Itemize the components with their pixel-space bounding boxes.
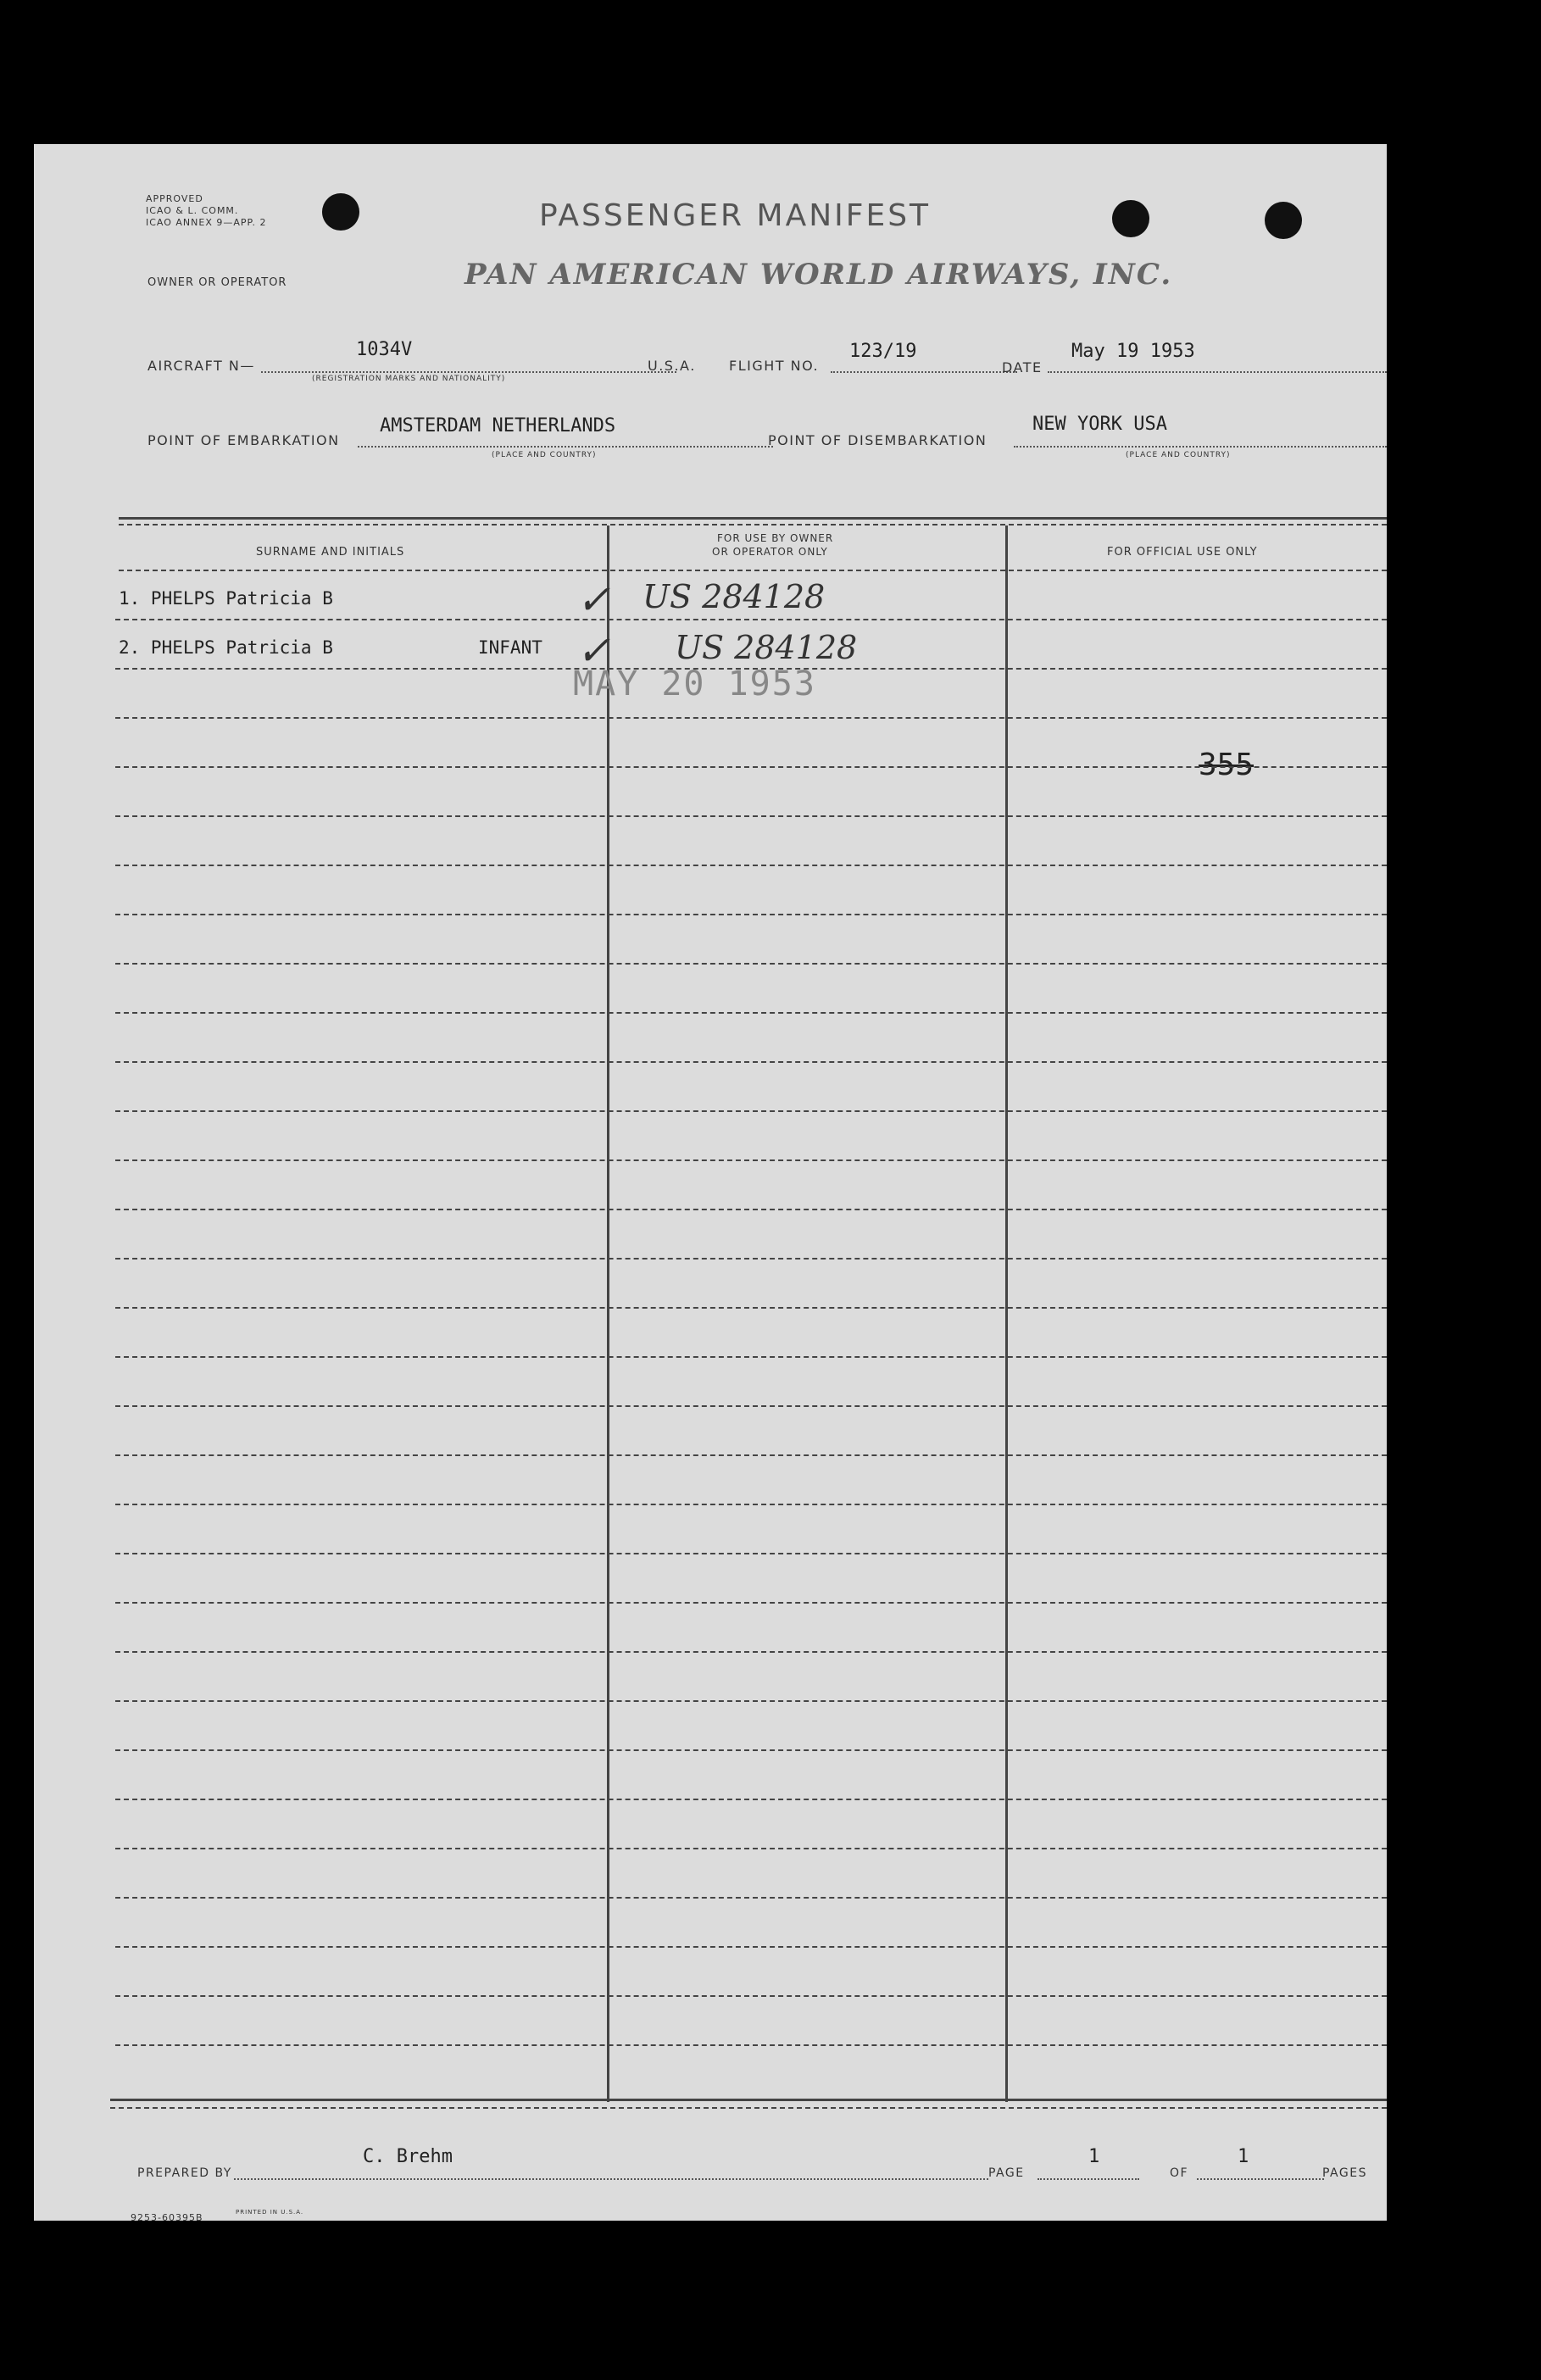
table-header-line [119, 570, 1387, 571]
row-rule [115, 1995, 1387, 1997]
form-number: 9253-60395B [131, 2212, 203, 2223]
page-value: 1 [1088, 2146, 1100, 2167]
embark-value: AMSTERDAM NETHERLANDS [380, 415, 616, 437]
date-label: DATE [1002, 359, 1043, 375]
row-rule [115, 1946, 1387, 1948]
row-rule [115, 668, 1387, 670]
date-value: May 19 1953 [1071, 341, 1195, 362]
table-bottom-line-2 [110, 2107, 1387, 2109]
row-rule [115, 1504, 1387, 1505]
page-line [1038, 2178, 1139, 2180]
of-label: OF [1170, 2166, 1189, 2180]
row-rule [115, 1405, 1387, 1407]
disembark-sublabel: (PLACE AND COUNTRY) [1126, 451, 1231, 459]
flight-label: FLIGHT NO. [729, 358, 820, 374]
column-divider-1 [607, 525, 609, 2102]
embark-label: POINT OF EMBARKATION [147, 432, 340, 448]
aircraft-label: AIRCRAFT N— [147, 358, 255, 374]
disembark-label: POINT OF DISEMBARKATION [768, 432, 987, 448]
row-rule [115, 1307, 1387, 1309]
embark-line [358, 446, 773, 448]
aircraft-sublabel: (REGISTRATION MARKS AND NATIONALITY) [312, 375, 506, 383]
prepared-line [234, 2178, 988, 2180]
usa-label: U.S.A. [648, 358, 696, 374]
column-divider-2 [1005, 525, 1008, 2102]
prepared-label: PREPARED BY [137, 2166, 232, 2180]
row-rule [115, 766, 1387, 768]
of-value: 1 [1238, 2146, 1249, 2167]
row-rule [115, 1110, 1387, 1112]
date-stamp: MAY 20 1953 [573, 665, 816, 703]
row-rule [115, 1061, 1387, 1063]
row-rule [115, 1012, 1387, 1014]
punch-hole-corner [1265, 202, 1302, 239]
disembark-value: NEW YORK USA [1032, 414, 1167, 435]
owner-label: OWNER OR OPERATOR [147, 276, 287, 289]
approval-text-3: ICAO ANNEX 9—APP. 2 [146, 217, 267, 228]
date-line [1048, 371, 1387, 373]
passenger-2-passport: US 284128 [675, 629, 858, 666]
column-header-owner-1: FOR USE BY OWNER [717, 532, 834, 544]
flight-line [831, 371, 1017, 373]
row-rule [115, 1602, 1387, 1604]
owner-value: PAN AMERICAN WORLD AIRWAYS, INC. [465, 258, 1173, 292]
passenger-1-passport: US 284128 [643, 578, 826, 615]
row-rule [115, 1700, 1387, 1702]
passenger-1-check: ✓ [576, 576, 611, 624]
aircraft-value: 1034V [356, 339, 413, 360]
punch-hole-right [1112, 200, 1149, 237]
column-header-owner-2: OR OPERATOR ONLY [712, 546, 828, 558]
row-rule [115, 1897, 1387, 1899]
row-rule [115, 1749, 1387, 1751]
passenger-2-name: 2. PHELPS Patricia B [119, 637, 333, 658]
row-rule [115, 619, 1387, 620]
flight-value: 123/19 [849, 341, 917, 362]
row-rule [115, 1848, 1387, 1849]
row-rule [115, 963, 1387, 965]
row-rule [115, 865, 1387, 866]
table-bottom-line-1 [110, 2099, 1387, 2101]
row-rule [115, 1356, 1387, 1358]
row-rule [115, 914, 1387, 915]
row-rule [115, 1159, 1387, 1161]
passenger-2-note: INFANT [478, 637, 542, 658]
row-rule [115, 1799, 1387, 1800]
pages-label: PAGES [1322, 2166, 1367, 2180]
embark-sublabel: (PLACE AND COUNTRY) [492, 451, 597, 459]
approval-text-1: APPROVED [146, 193, 203, 204]
printed-mark: PRINTED IN U.S.A. [236, 2209, 304, 2216]
disembark-line [1014, 446, 1387, 448]
prepared-value: C. Brehm [363, 2146, 453, 2167]
approval-text-2: ICAO & L. COMM. [146, 205, 239, 216]
row-rule [115, 2044, 1387, 2046]
row-rule [115, 1454, 1387, 1456]
row-rule [115, 717, 1387, 719]
aircraft-line [261, 371, 676, 373]
official-number: 355 [1199, 748, 1254, 782]
page-label: PAGE [988, 2166, 1025, 2180]
row-rule [115, 1209, 1387, 1210]
row-rule [115, 1553, 1387, 1554]
passenger-2-check: ✓ [576, 627, 611, 675]
row-rule [115, 1258, 1387, 1260]
passenger-1-name: 1. PHELPS Patricia B [119, 588, 333, 609]
of-line [1197, 2178, 1324, 2180]
column-header-name: SURNAME AND INITIALS [256, 546, 405, 559]
page-title: PASSENGER MANIFEST [539, 198, 932, 233]
table-top-line-2 [119, 524, 1387, 525]
table-top-line-1 [119, 517, 1387, 520]
row-rule [115, 815, 1387, 817]
punch-hole-left [322, 193, 359, 231]
manifest-sheet [34, 144, 1387, 2221]
row-rule [115, 1651, 1387, 1653]
column-header-official: FOR OFFICIAL USE ONLY [1107, 546, 1258, 559]
